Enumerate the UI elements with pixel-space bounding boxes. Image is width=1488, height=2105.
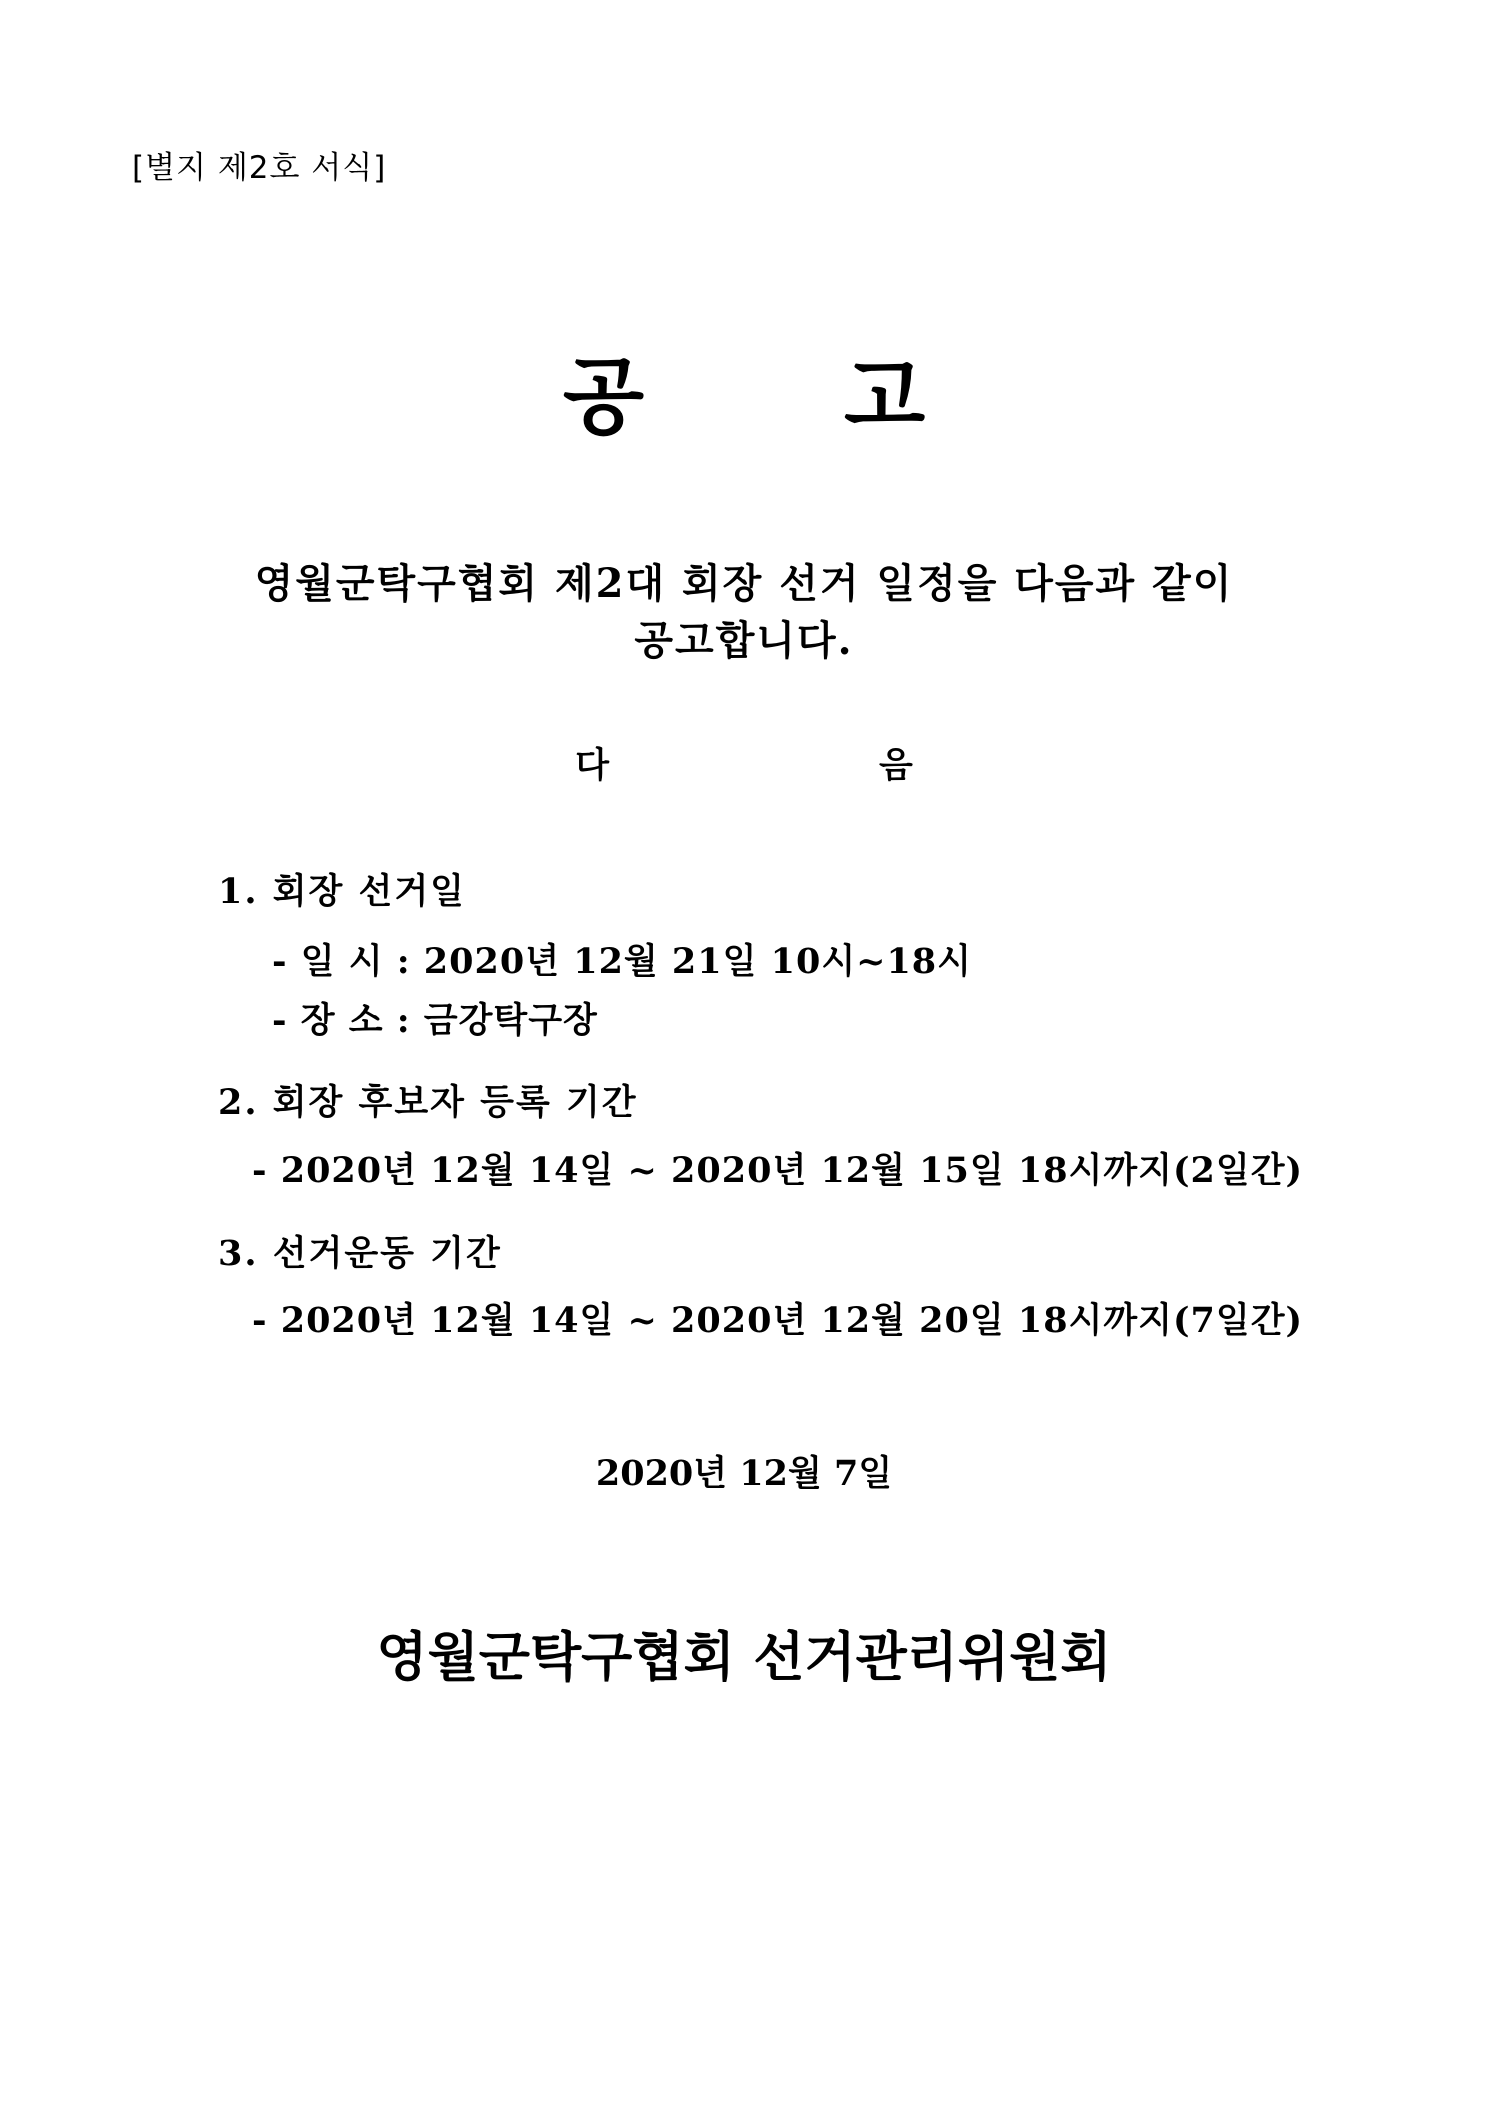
title-char-right: 고 <box>844 347 926 446</box>
intro-paragraph <box>0 555 1488 669</box>
section-2-title: 2. 회장 후보자 등록 기간 <box>218 1082 638 1123</box>
section-3-detail-period: - 2020년 12월 14일 ~ 2020년 12월 20일 18시까지(7일간) <box>252 1300 1304 1341</box>
section-2-detail-period: - 2020년 12월 14일 ~ 2020년 12월 15일 18시까지(2일간) <box>252 1150 1304 1191</box>
following-heading <box>0 738 1488 788</box>
issuing-organization: 영월군탁구협회 선거관리위원회 <box>376 1627 1112 1688</box>
intro-line-1: 영월군탁구협회 제2대 회장 선거 일정을 다음과 같이 <box>254 560 1234 607</box>
title-char-left: 공 <box>562 347 644 446</box>
heading-char-left: 다 <box>575 745 609 786</box>
intro-line-2: 공고합니다. <box>634 617 854 664</box>
form-number-label: [별지 제2호 서식] <box>132 150 387 186</box>
section-3-title: 3. 선거운동 기간 <box>218 1233 502 1274</box>
section-1-detail-place: - 장 소 : 금강탁구장 <box>272 1000 598 1041</box>
section-1-title: 1. 회장 선거일 <box>218 871 466 912</box>
announcement-date: 2020년 12월 7일 <box>595 1453 893 1494</box>
section-1-detail-datetime: - 일 시 : 2020년 12월 21일 10시~18시 <box>272 941 972 982</box>
page-title <box>0 330 1488 451</box>
heading-char-right: 음 <box>879 745 913 786</box>
